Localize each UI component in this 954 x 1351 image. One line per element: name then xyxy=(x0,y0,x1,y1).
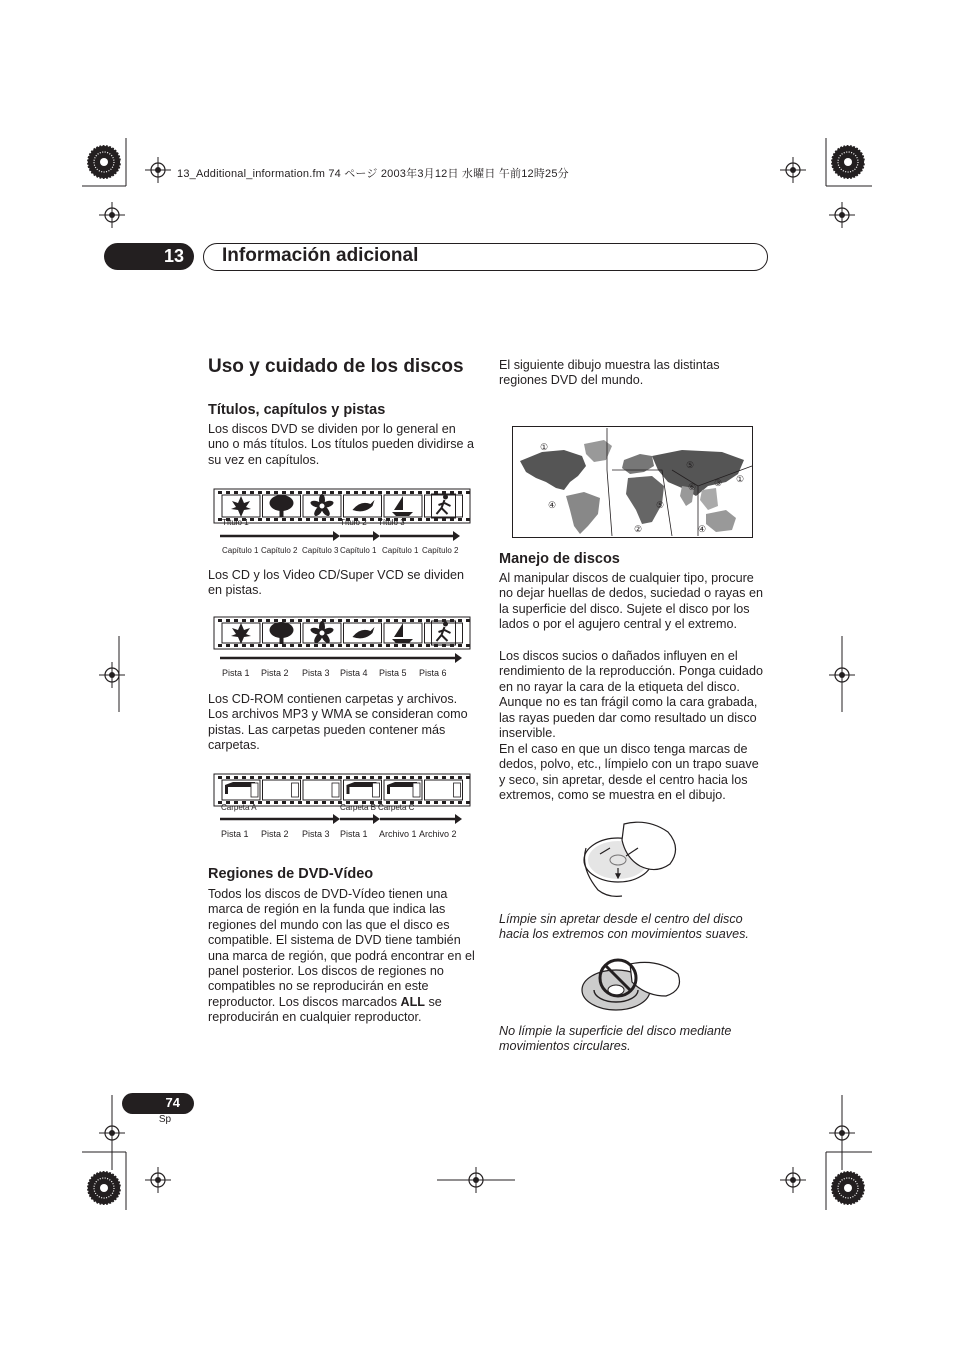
page-number: 74 xyxy=(165,1095,180,1110)
region-number: ① xyxy=(540,442,549,452)
folder-icon xyxy=(344,780,382,800)
skater-icon xyxy=(425,494,463,518)
strip-label: Carpeta A xyxy=(221,803,257,812)
cdrom-arrows xyxy=(212,811,472,827)
region-number: ④ xyxy=(548,500,557,510)
strip-label: Pista 2 xyxy=(261,668,289,678)
segment-arrow xyxy=(380,531,460,541)
cd-body: Los CD y los Video CD/Super VCD se dividen en pistas. xyxy=(208,568,464,598)
strip-label: Título 1 xyxy=(222,518,249,527)
strip-label: Pista 3 xyxy=(302,668,330,678)
strip-label: Pista 4 xyxy=(340,668,368,678)
segment-arrow xyxy=(220,531,340,541)
bird-icon xyxy=(344,495,382,517)
bird-icon xyxy=(344,623,382,643)
region-number: ③ xyxy=(714,478,723,488)
folder-icon xyxy=(384,780,422,800)
manejo-p2: Los discos sucios o dañados influyen en el rendimiento de la reproducción. Ponga cuidado en no rayar la cara de la etiqueta del disco. Aunque no es tan frágil como la cara grabada, las rayas pueden dar como resultado un disco inservible. xyxy=(499,649,763,741)
titulos-body: Los discos DVD se dividen por lo general en uno o más títulos. Los títulos pueden dividirse a su vez en capítulos. xyxy=(208,422,475,467)
strip-label: Pista 6 xyxy=(419,668,447,678)
strip-label: Capítulo 3 xyxy=(302,546,339,555)
cd-track-arrows xyxy=(212,650,472,666)
map-intro: El siguiente dibujo muestra las distintas regiones DVD del mundo. xyxy=(499,358,720,388)
disc-wipe-correct-illustration xyxy=(578,818,688,902)
manejo-p3: En el caso en que un disco tenga marcas de dedos, polvo, etc., límpielo con un trapo suave y seco, sin apretar, desde el centro hacia los extremos, como se muestra en el dibujo. xyxy=(499,742,759,803)
strip-label: Título 3 xyxy=(378,518,405,527)
caption-correct: Límpie sin apretar desde el centro del disco hacia los extremos con movimientos suaves. xyxy=(499,912,749,942)
region-number: ① xyxy=(736,474,745,484)
leaf-icon xyxy=(222,623,260,644)
dvd-region-map xyxy=(512,426,753,538)
all-mark: ALL xyxy=(400,994,425,1009)
region-number: ⑥ xyxy=(688,482,697,492)
strip-label: Archivo 1 xyxy=(379,829,417,839)
flower-icon xyxy=(303,621,341,644)
strip-label: Capítulo 2 xyxy=(422,546,459,555)
region-number: ④ xyxy=(698,524,707,534)
file-icon xyxy=(425,780,463,800)
page-language: Sp xyxy=(158,1114,172,1125)
file-icon xyxy=(303,780,341,800)
regiones-heading: Regiones de DVD-Vídeo xyxy=(208,866,374,882)
region-number: ⑤ xyxy=(656,500,665,510)
disc-wipe-wrong-illustration xyxy=(580,954,690,1016)
sailboat-icon xyxy=(384,623,422,643)
folder-icon xyxy=(222,780,260,800)
file-header: 13_Additional_information.fm 74 ページ 2003年3月12日 水曜日 午前12時25分 xyxy=(177,168,569,180)
strip-label: Pista 5 xyxy=(379,668,407,678)
flower-icon xyxy=(303,494,341,517)
skater-icon xyxy=(425,621,463,645)
region-number: ⑤ xyxy=(686,460,695,470)
strip-label: Carpeta C xyxy=(378,803,415,812)
segment-arrow xyxy=(220,814,340,824)
strip-label: Pista 1 xyxy=(221,829,249,839)
chapter-number: 13 xyxy=(163,246,184,266)
segment-arrow xyxy=(340,814,380,824)
regiones-body-text: Todos los discos de DVD-Vídeo tienen una marca de región en la funda que indica las regiones del mundo con las que el disco es compatible. El sistema de DVD tiene también una marca de región, que podrá encontrar en el panel posterior. Los discos de regiones no compatibles no se reproducirán en este reproductor. Los discos marcados xyxy=(208,887,475,1009)
regiones-body xyxy=(208,887,478,1026)
region-number: ② xyxy=(634,524,643,534)
strip-label: Pista 3 xyxy=(302,829,330,839)
chapter-title: Información adicional xyxy=(222,245,419,266)
manejo-heading: Manejo de discos xyxy=(499,551,620,567)
segment-arrow xyxy=(220,653,462,663)
regiones-body-tail: se reproducirán en cualquier reproductor. xyxy=(208,994,442,1025)
leaf-icon xyxy=(222,495,260,517)
strip-label: Pista 2 xyxy=(261,829,289,839)
file-icon xyxy=(263,780,301,800)
tree-icon xyxy=(263,622,301,644)
tree-icon xyxy=(263,495,301,517)
strip-label: Capítulo 1 xyxy=(382,546,419,555)
caption-wrong: No límpie la superficie del disco mediante movimientos circulares. xyxy=(499,1024,732,1054)
strip-label: Carpeta B xyxy=(340,803,377,812)
segment-arrow xyxy=(340,531,380,541)
sailboat-icon xyxy=(384,495,422,517)
segment-arrow xyxy=(380,814,462,824)
section-title: Uso y cuidado de los discos xyxy=(208,356,464,377)
strip-label: Título 2 xyxy=(340,518,367,527)
cdrom-body: Los CD-ROM contienen carpetas y archivos. Los archivos MP3 y WMA se consideran como pistas. Las carpetas pueden contener más carpetas. xyxy=(208,692,468,753)
strip-label: Archivo 2 xyxy=(419,829,457,839)
strip-label: Capítulo 1 xyxy=(340,546,377,555)
strip-label: Capítulo 1 xyxy=(222,546,259,555)
strip-label: Capítulo 2 xyxy=(261,546,298,555)
titulos-heading: Títulos, capítulos y pistas xyxy=(208,402,386,418)
manejo-p1: Al manipular discos de cualquier tipo, procure no dejar huellas de dedos, suciedad o rayas en la superficie del disco. Sujete el disco por los lados o por el agujero central y el extremo. xyxy=(499,571,763,632)
dvd-title-arrows xyxy=(212,528,472,544)
strip-label: Pista 1 xyxy=(222,668,250,678)
strip-label: Pista 1 xyxy=(340,829,368,839)
